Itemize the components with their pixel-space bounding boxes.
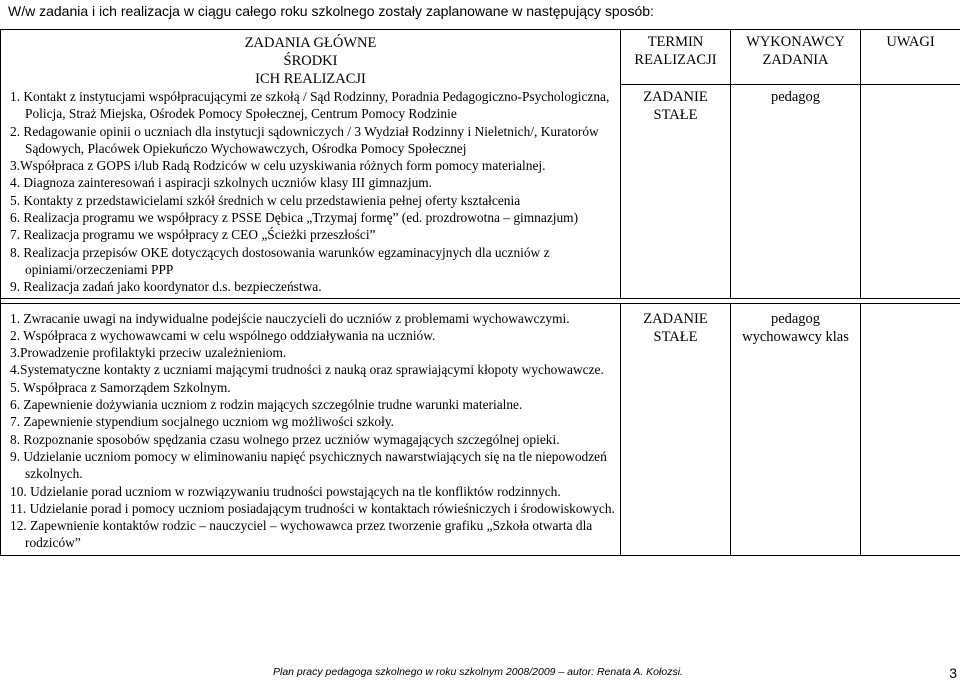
section2-item: 8. Rozpoznanie sposobów spędzania czasu wolnego przez uczniów wymagających szczególnej opieki. xyxy=(10,431,560,447)
section2-executor-line1: pedagog xyxy=(770,310,821,327)
section2-item: 6. Zapewnienie dożywiania uczniom z rodzin mających szczególnie trudne warunki materialne. xyxy=(10,397,523,413)
section2-item: 2. Współpraca z wychowawcami w celu wspólnego oddziaływania na uczniów. xyxy=(10,327,436,343)
section2-task-list xyxy=(5,310,616,552)
section1-item: 1. Kontakt z instytucjami współpracującymi ze szkołą / Sąd Rodzinny, Poradnia Pedagogiczno-Psychologiczna, Policja, Straż Miejska, Ośrodek Pomocy Społecznej, Centrum Pomocy Rodzinie xyxy=(10,89,610,122)
plan-table xyxy=(0,29,960,556)
section2-item: 10. Udzielanie porad uczniom w rozwiązywaniu trudności powstających na tle konfliktów rodzinnych. xyxy=(10,483,561,499)
section1-term-line1: ZADANIE xyxy=(643,89,708,105)
section2-notes-cell xyxy=(861,303,960,555)
section1-item: 7. Realizacja programu we współpracy z CEO „Ścieżki przeszłości” xyxy=(10,227,376,243)
page-number: 3 xyxy=(949,665,957,681)
section1-item: 8. Realizacja przepisów OKE dotyczących dostosowania warunków egzaminacyjnych dla uczniów z opiniami/orzeczeniami PPP xyxy=(10,244,550,277)
notes-header xyxy=(861,30,960,85)
section2-item: 1. Zwracanie uwagi na indywidualne podejście nauczycieli do uczniów z problemami wychowawczymi. xyxy=(10,310,570,326)
section2-tasks-cell xyxy=(1,303,621,555)
section2-term-cell xyxy=(621,303,731,555)
section2-item: 12. Zapewnienie kontaktów rodzic – nauczyciel – wychowawca przez tworzenie grafiku „Szkoła otwarta dla rodziców” xyxy=(10,518,593,551)
executor-header-line1: WYKONAWCY xyxy=(746,34,845,50)
section1-executor-cell xyxy=(731,85,861,299)
section2-item: 7. Zapewnienie stypendium socjalnego uczniom wg możliwości szkoły. xyxy=(10,414,395,430)
notes-header-label: UWAGI xyxy=(886,34,935,50)
intro-text: W/w zadania i ich realizacja w ciągu całego roku szkolnego zostały zaplanowane w następujący sposób: xyxy=(8,3,654,19)
section2-item: 11. Udzielanie porad i pomocy uczniom posiadającym trudności w kontaktach rówieśniczych i środowiskowych. xyxy=(10,500,615,516)
section2-term-line2: STAŁE xyxy=(653,328,698,345)
section2-item: 5. Współpraca z Samorządem Szkolnym. xyxy=(10,379,231,395)
executor-header-line2: ZADANIA xyxy=(762,52,829,68)
header-row xyxy=(1,30,960,85)
section1-tasks-cell xyxy=(1,30,621,299)
section1-item: 3.Współpraca z GOPS i/lub Radą Rodziców w celu uzyskiwania różnych form pomocy materialnej. xyxy=(10,158,546,174)
footer-text: Plan pracy pedagoga szkolnego w roku szkolnym 2008/2009 – autor: Renata A. Kołozsi. xyxy=(273,666,683,678)
section2-executor-cell xyxy=(731,303,861,555)
section2-term-line1: ZADANIE xyxy=(643,310,708,327)
section1-item: 6. Realizacja programu we współpracy z PSSE Dębica „Trzymaj formę” (ed. prozdrowotna – gimnazjum) xyxy=(10,210,579,226)
tasks-header-line1: ZADANIA GŁÓWNE xyxy=(244,35,377,51)
section2-item: 9. Udzielanie uczniom pomocy w eliminowaniu napięć psychicznych nawarstwiających się na tle niepowodzeń szkolnych. xyxy=(10,448,607,482)
section2-executor-line2: wychowawcy klas xyxy=(742,328,849,345)
tasks-header-line2: ŚRODKI xyxy=(283,53,338,69)
section1-term-cell xyxy=(621,85,731,299)
section1-executor: pedagog xyxy=(770,89,821,105)
executor-header xyxy=(731,30,861,85)
term-header-line2: REALIZACJI xyxy=(634,52,717,68)
tasks-header xyxy=(5,34,616,88)
section2-item: 4.Systematyczne kontakty z uczniami mającymi trudności z nauką oraz sprawiającymi kłopoty wychowawcze. xyxy=(10,362,604,378)
section1-notes-cell xyxy=(861,85,960,299)
section2-row xyxy=(1,303,960,555)
section1-item: 5. Kontakty z przedstawicielami szkół średnich w celu przedstawienia pełnej oferty kształcenia xyxy=(10,192,521,208)
section1-item: 9. Realizacja zadań jako koordynator d.s. bezpieczeństwa. xyxy=(10,279,322,295)
term-header xyxy=(621,30,731,85)
section2-item: 3.Prowadzenie profilaktyki przeciw uzależnieniom. xyxy=(10,345,287,361)
term-header-line1: TERMIN xyxy=(647,34,704,50)
section1-item: 2. Redagowanie opinii o uczniach dla instytucji sądowniczych / 3 Wydział Rodzinny i Nieletnich/, Kuratorów Sądowych, Placówek Opiekuńczo Wychowawczych, Ośrodka Pomocy Społecznej xyxy=(10,123,599,156)
tasks-header-line3: ICH REALIZACJI xyxy=(255,71,366,87)
section1-task-list xyxy=(5,88,616,296)
section1-term-line2: STAŁE xyxy=(653,107,698,123)
section1-item: 4. Diagnoza zainteresowań i aspiracji szkolnych uczniów klasy III gimnazjum. xyxy=(10,175,433,191)
